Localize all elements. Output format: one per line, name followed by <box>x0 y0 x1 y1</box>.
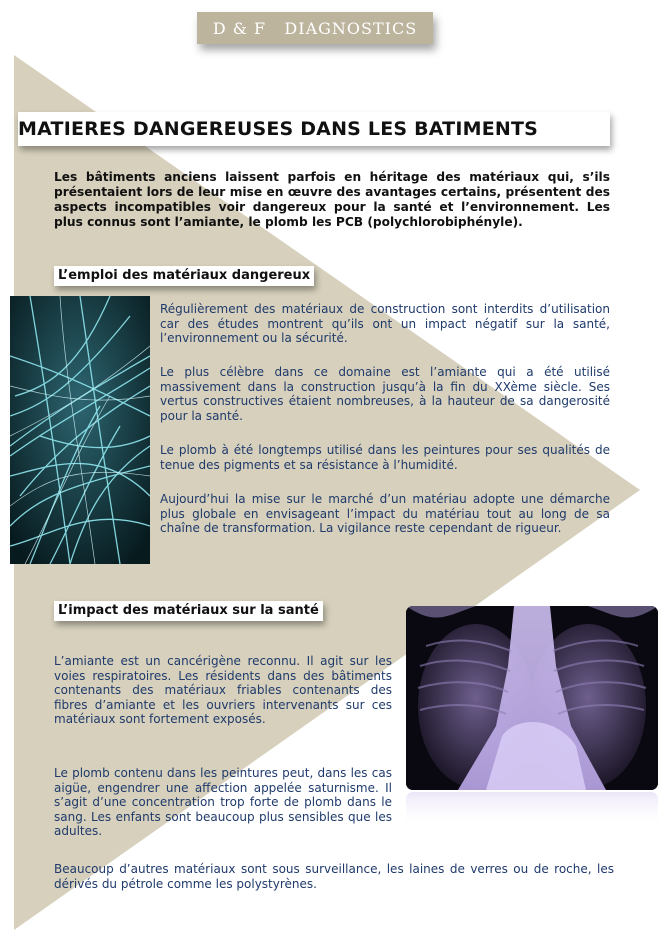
brand-logo: D & F DIAGNOSTICS <box>197 12 433 44</box>
section1-paragraph-2: Le plus célèbre dans ce domaine est l’amiante qui a été utilisé massivement dans la construction jusqu’à la fin du XXème siècle. Ses vertus constructives étaient nombreuses, à la hauteur de sa dangerosité pour la santé. <box>160 365 610 423</box>
chest-xray-image <box>406 606 658 790</box>
section-heading-health: L’impact des matériaux sur la santé <box>54 601 323 621</box>
section2-paragraph-2: Le plomb contenu dans les peintures peut, dans les cas aigüe, engendrer une affection appelée saturnisme. Il s’agit d’une concentration trop forte de plomb dans le sang. Les enfants sont beaucoup plus sensibles que les adultes. <box>54 766 392 838</box>
section1-paragraph-3: Le plomb à été longtemps utilisé dans les peintures pour ses qualités de tenue des pigments et sa résistance à l’humidité. <box>160 443 610 472</box>
asbestos-fibers-image <box>10 296 150 564</box>
chest-xray-reflection <box>406 792 658 828</box>
intro-paragraph: Les bâtiments anciens laissent parfois en héritage des matériaux qui, s’ils présentaient lors de leur mise en œuvre des avantages certains, présentent des aspects incompatibles voir dangereux pour la santé et l’environnement. Les plus connus sont l’amiante, le plomb les PCB (polychlorobiphényle). <box>54 170 610 229</box>
section1-paragraph-1: Régulièrement des matériaux de construction sont interdits d’utilisation car des études montrent qu’ils ont un impact négatif sur la santé, l’environnement ou la sécurité. <box>160 302 610 345</box>
section2-paragraph-1: L’amiante est un cancérigène reconnu. Il agit sur les voies respiratoires. Les résidents dans des bâtiments contenants des matériaux friables contenants des fibres d’amiante et les ouvriers intervenants sur ces matériaux sont fortement exposés. <box>54 654 392 726</box>
section-heading-materials: L’emploi des matériaux dangereux <box>54 266 314 286</box>
section2-paragraph-3: Beaucoup d’autres matériaux sont sous surveillance, les laines de verres ou de roche, les dérivés du pétrole comme les polystyrènes. <box>54 862 614 891</box>
page-title-box <box>18 112 610 146</box>
page-title: MATIERES DANGEREUSES DANS LES BATIMENTS <box>18 118 539 140</box>
section1-paragraph-4: Aujourd’hui la mise sur le marché d’un matériau adopte une démarche plus globale en envisageant l’impact du matériau tout au long de sa chaîne de transformation. La vigilance reste cependant de rigueur. <box>160 492 610 535</box>
